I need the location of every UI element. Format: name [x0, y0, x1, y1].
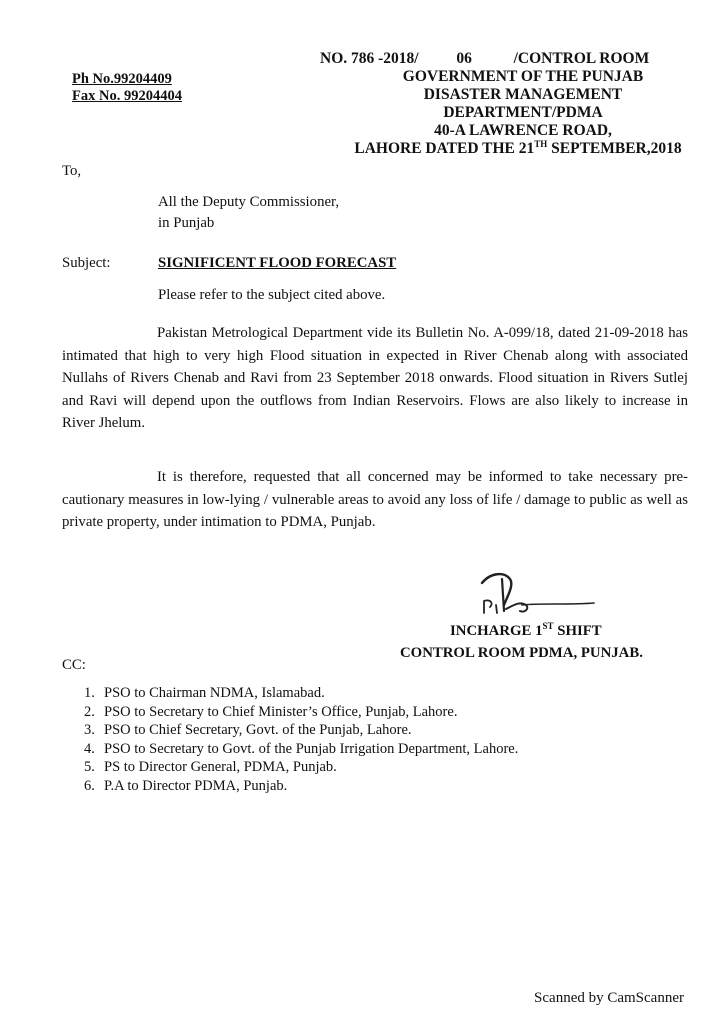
cc-number: 3. [84, 722, 95, 738]
list-item [84, 684, 518, 703]
cc-number: 5. [84, 759, 95, 775]
ref-number-text: NO. 786 -2018/ [320, 50, 419, 67]
ref-mid-text: 06 [456, 50, 472, 67]
paragraph-1 [62, 322, 688, 435]
paragraph-1-text: Pakistan Metrological Department vide its Bulletin No. A-099/18, dated 21-09-2018 has intimated that high to very high Flood situation in expected in River Chenab along with associated Nullahs of Rivers Chenab and Ravi from 23 September 2018 onwards. Flood situation in Rivers Sutlej and Ravi will depend upon the outflows from Indian Reservoirs. Flows are also likely to increase in River Jhelum. [62, 325, 688, 431]
cc-number: 4. [84, 740, 95, 757]
cc-text: PS to Director General, PDMA, Punjab. [104, 759, 337, 775]
subject-label: Subject: [62, 255, 111, 271]
cc-list [84, 684, 518, 795]
cc-label: CC: [62, 657, 86, 673]
cc-number: 2. [84, 703, 95, 720]
date-prefix: LAHORE DATED THE 21 [354, 140, 535, 157]
signatory-line-1 [400, 620, 643, 642]
signatory-line-2: CONTROL ROOM PDMA, PUNJAB. [400, 645, 643, 661]
fax-number: Fax No. 99204404 [72, 88, 182, 104]
signatory-block [400, 620, 643, 664]
date-line [298, 140, 698, 158]
addressee [158, 192, 339, 234]
reference-number [298, 50, 698, 68]
govt-line: GOVERNMENT OF THE PUNJAB [402, 68, 644, 85]
refer-line: Please refer to the subject cited above. [158, 287, 386, 303]
addressee-line-1: All the Deputy Commissioner, [158, 194, 340, 210]
cc-number: 6. [84, 777, 95, 794]
paragraph-2-text: It is therefore, requested that all concerned may be informed to take necessary pre-cautionary measures in low-lying / vulnerable areas to avoid any loss of life / damage to public as well as private property, under intimation to PDMA, Punjab. [62, 469, 688, 530]
department-line: DISASTER MANAGEMENT [423, 86, 623, 103]
list-item [84, 703, 518, 722]
cc-number: 1. [84, 685, 95, 701]
contact-block [72, 71, 182, 105]
list-item [84, 758, 518, 777]
scanner-watermark: Scanned by CamScanner [534, 990, 684, 1006]
date-suffix: SEPTEMBER,2018 [547, 140, 682, 157]
handwritten-signature [470, 565, 600, 625]
address-line: 40-A LAWRENCE ROAD, [434, 122, 612, 139]
signatory-prefix: INCHARGE 1 [450, 623, 543, 639]
list-item [84, 740, 518, 759]
cc-text: PSO to Secretary to Govt. of the Punjab Irrigation Department, Lahore. [104, 740, 519, 757]
signatory-suffix: SHIFT [553, 623, 602, 639]
cc-text: PSO to Chairman NDMA, Islamabad. [104, 685, 325, 701]
cc-text: PSO to Chief Secretary, Govt. of the Punjab, Lahore. [104, 722, 412, 738]
list-item [84, 721, 518, 740]
signatory-sup: ST [542, 621, 554, 632]
to-label: To, [62, 163, 82, 179]
subject-title: SIGNIFICENT FLOOD FORECAST [158, 255, 397, 271]
cc-text: PSO to Secretary to Chief Minister’s Office, Punjab, Lahore. [104, 703, 458, 720]
list-item [84, 777, 518, 796]
paragraph-2 [62, 466, 688, 534]
date-sup: TH [534, 138, 548, 149]
addressee-line-2: in Punjab [158, 215, 215, 231]
cc-text: P.A to Director PDMA, Punjab. [104, 777, 288, 794]
pdma-line: DEPARTMENT/PDMA [443, 104, 603, 121]
letterhead [298, 50, 698, 158]
phone-number: Ph No.99204409 [72, 71, 172, 87]
ref-tail-text: /CONTROL ROOM [513, 50, 650, 67]
